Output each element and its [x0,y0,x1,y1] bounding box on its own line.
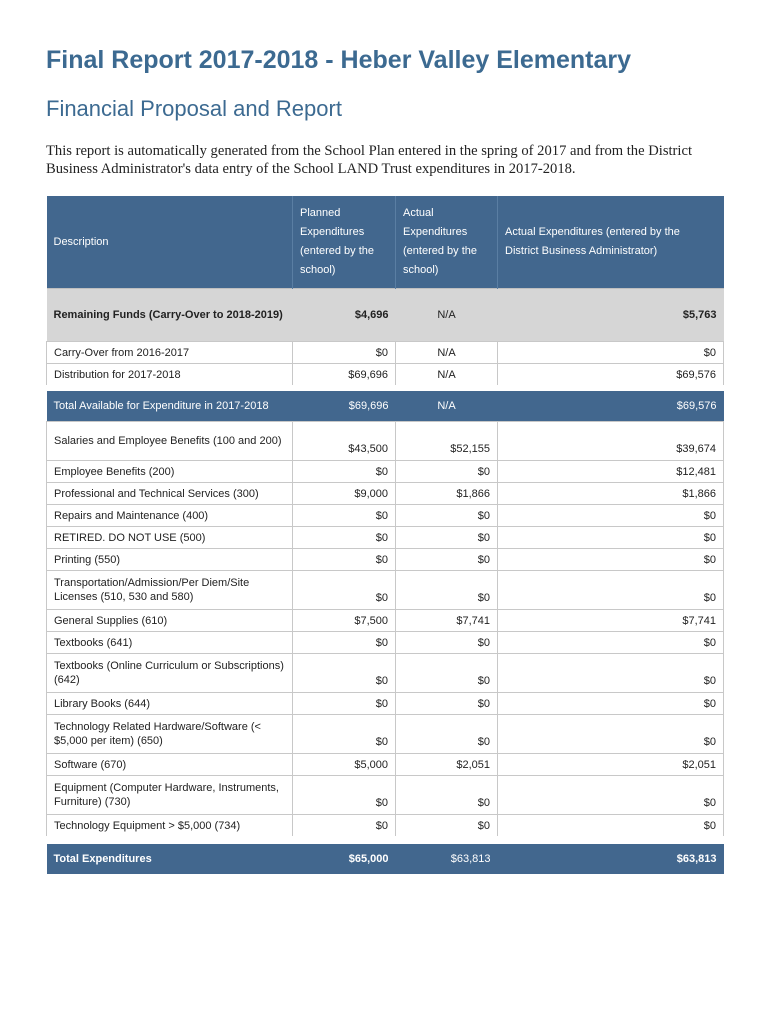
planned-cell: $9,000 [293,483,396,505]
actual-dba-cell: $39,674 [498,422,724,461]
row-label: Transportation/Admission/Per Diem/Site Licenses (510, 530 and 580) [47,571,293,610]
remaining-funds-row [47,289,724,342]
actual-cell: N/A [396,342,498,364]
table-row [47,815,724,841]
row-label: Equipment (Computer Hardware, Instruments, Furniture) (730) [47,776,293,815]
table-row [47,364,724,389]
table-row [47,505,724,527]
row-label: Carry-Over from 2016-2017 [47,342,293,364]
planned-cell: $7,500 [293,610,396,632]
actual-dba-cell: $0 [498,342,724,364]
column-header-description: Description [47,196,293,289]
planned-cell: $0 [293,815,396,841]
actual-cell: N/A [396,364,498,389]
actual-cell: $0 [396,571,498,610]
planned-cell: $0 [293,776,396,815]
row-label: RETIRED. DO NOT USE (500) [47,527,293,549]
column-header-actual-dba: Actual Expenditures (entered by the District Business Administrator) [498,196,724,289]
actual-cell: $7,741 [396,610,498,632]
planned-cell: $0 [293,505,396,527]
row-label: Technology Related Hardware/Software (< $5,000 per item) (650) [47,715,293,754]
actual-dba-cell: $69,576 [498,364,724,389]
actual-dba-cell: $0 [498,693,724,715]
actual-dba-cell: $0 [498,815,724,841]
row-label: Technology Equipment > $5,000 (734) [47,815,293,841]
actual-cell: $0 [396,505,498,527]
planned-cell: $0 [293,342,396,364]
planned-cell: $0 [293,549,396,571]
actual-cell: $0 [396,715,498,754]
actual-dba-cell: $0 [498,527,724,549]
table-row [47,549,724,571]
planned-cell: $0 [293,715,396,754]
actual-dba-cell: $63,813 [498,840,724,874]
planned-cell: $0 [293,461,396,483]
table-row [47,342,724,364]
planned-cell: $0 [293,693,396,715]
row-label: Library Books (644) [47,693,293,715]
row-label: Textbooks (Online Curriculum or Subscriptions) (642) [47,654,293,693]
row-label: Printing (550) [47,549,293,571]
table-row [47,610,724,632]
actual-dba-cell: $0 [498,505,724,527]
column-header-actual: Actual Expenditures (entered by the school) [396,196,498,289]
financial-table [46,196,724,874]
planned-cell: $65,000 [293,840,396,874]
actual-cell: $0 [396,632,498,654]
actual-cell: $0 [396,815,498,841]
table-row [47,776,724,815]
row-label: Remaining Funds (Carry-Over to 2018-2019) [47,289,293,342]
planned-cell: $69,696 [293,364,396,389]
actual-dba-cell: $0 [498,715,724,754]
actual-cell: $63,813 [396,840,498,874]
row-label: General Supplies (610) [47,610,293,632]
table-row [47,754,724,776]
actual-dba-cell: $0 [498,654,724,693]
actual-cell: $0 [396,527,498,549]
table-row [47,571,724,610]
row-label: Salaries and Employee Benefits (100 and 200) [47,422,293,461]
row-label: Software (670) [47,754,293,776]
row-label: Repairs and Maintenance (400) [47,505,293,527]
actual-dba-cell: $5,763 [498,289,724,342]
table-row [47,483,724,505]
planned-cell: $0 [293,654,396,693]
actual-cell: $0 [396,693,498,715]
actual-dba-cell: $0 [498,632,724,654]
total-available-row [47,388,724,422]
row-label: Total Expenditures [47,840,293,874]
row-label: Textbooks (641) [47,632,293,654]
actual-cell: N/A [396,388,498,422]
actual-dba-cell: $1,866 [498,483,724,505]
column-header-planned: Planned Expenditures (entered by the school) [293,196,396,289]
actual-dba-cell: $0 [498,571,724,610]
planned-cell: $5,000 [293,754,396,776]
planned-cell: $4,696 [293,289,396,342]
actual-dba-cell: $0 [498,776,724,815]
actual-cell: $0 [396,549,498,571]
planned-cell: $0 [293,527,396,549]
actual-cell: $0 [396,776,498,815]
table-row [47,654,724,693]
actual-dba-cell: $12,481 [498,461,724,483]
row-label: Employee Benefits (200) [47,461,293,483]
table-header-row [47,196,724,289]
planned-cell: $0 [293,632,396,654]
actual-cell: $52,155 [396,422,498,461]
actual-cell: $0 [396,461,498,483]
row-label: Total Available for Expenditure in 2017-2018 [47,388,293,422]
row-label: Distribution for 2017-2018 [47,364,293,389]
actual-cell: $2,051 [396,754,498,776]
table-row [47,527,724,549]
actual-dba-cell: $69,576 [498,388,724,422]
table-row [47,715,724,754]
table-row [47,693,724,715]
planned-cell: $69,696 [293,388,396,422]
total-expenditures-row [47,840,724,874]
page-subtitle: Financial Proposal and Report [46,96,342,121]
actual-cell: $1,866 [396,483,498,505]
table-row [47,422,724,461]
actual-cell: N/A [396,289,498,342]
actual-dba-cell: $2,051 [498,754,724,776]
planned-cell: $0 [293,571,396,610]
row-label: Professional and Technical Services (300) [47,483,293,505]
intro-paragraph: This report is automatically generated from the School Plan entered in the spring of 2017 and from the District Business Administrator's data entry of the School LAND Trust expenditures in 2017-2018. [46,143,693,177]
planned-cell: $43,500 [293,422,396,461]
page-title: Final Report 2017-2018 - Heber Valley Elementary [46,46,631,74]
actual-dba-cell: $7,741 [498,610,724,632]
actual-dba-cell: $0 [498,549,724,571]
table-row [47,632,724,654]
table-row [47,461,724,483]
actual-cell: $0 [396,654,498,693]
